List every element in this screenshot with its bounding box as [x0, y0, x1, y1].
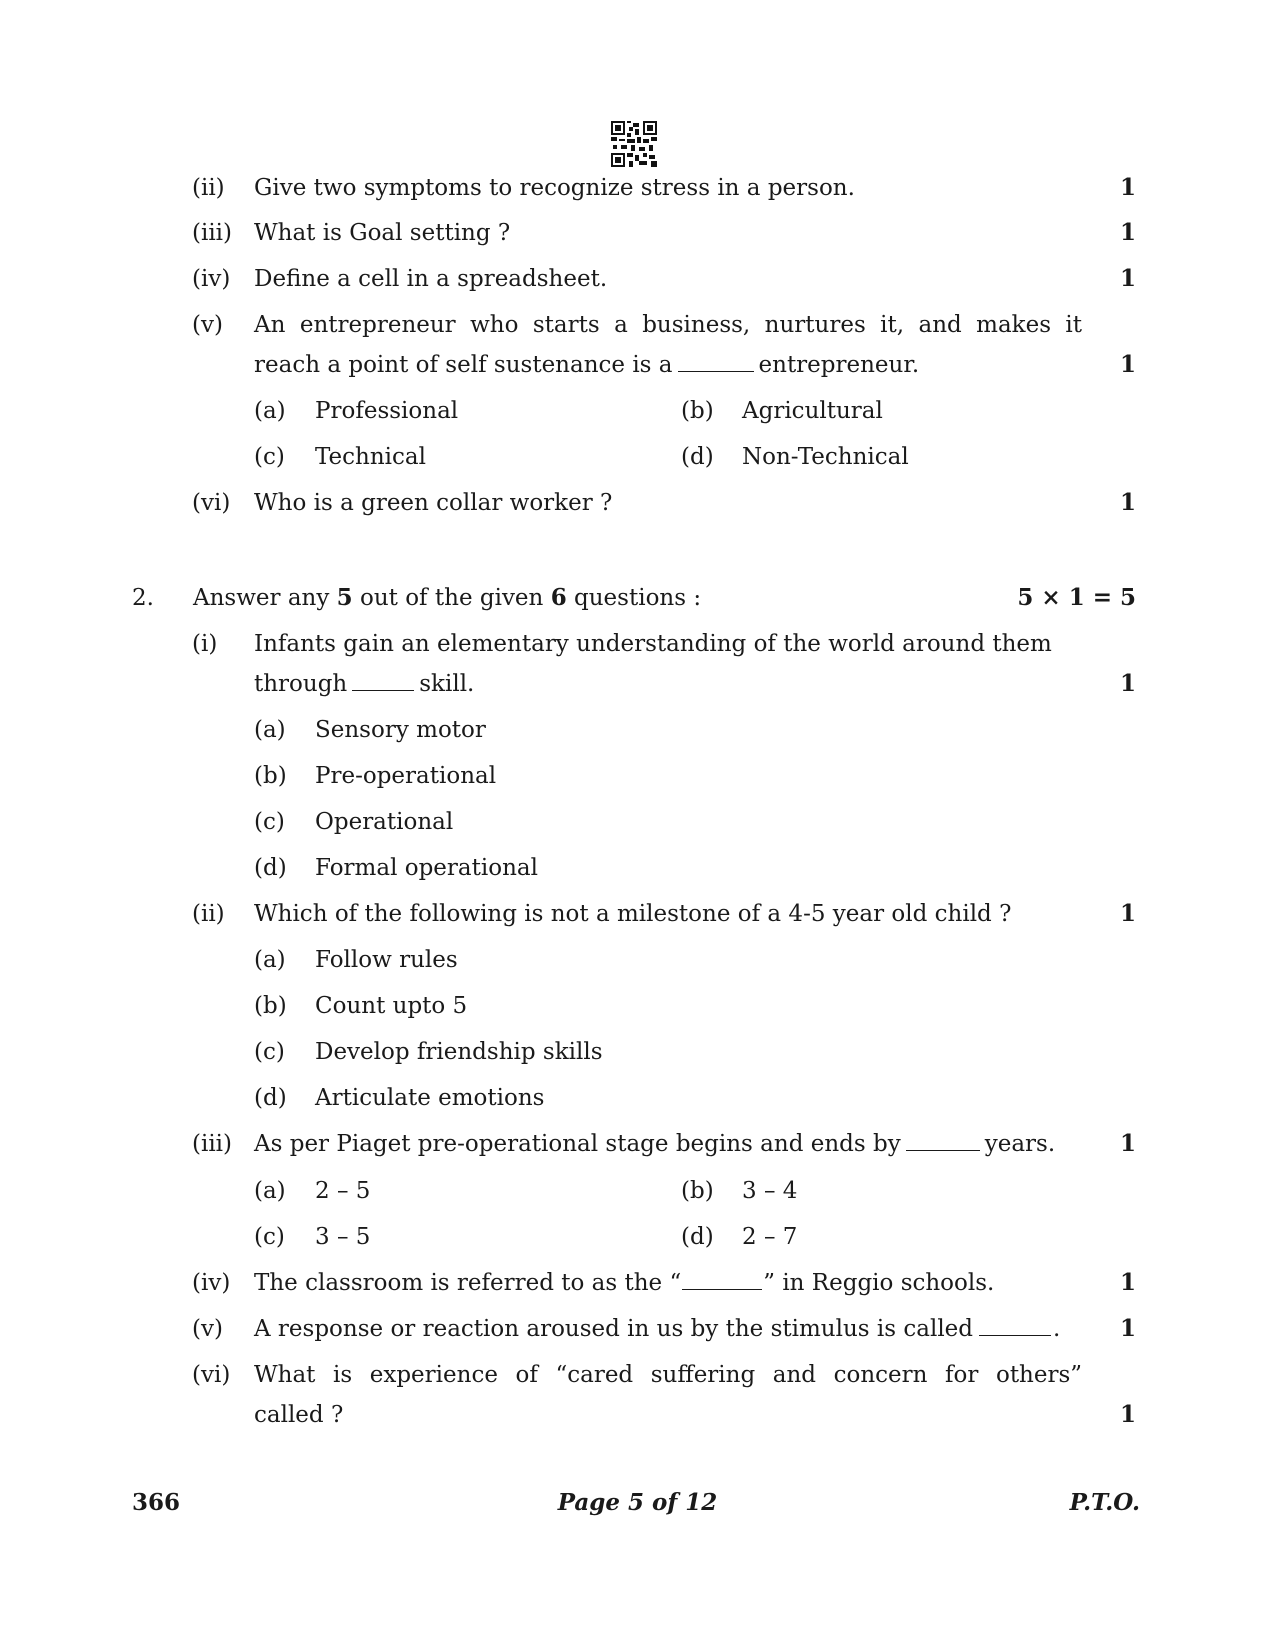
option-text: 2 – 7: [742, 1224, 798, 1250]
q2-i-line1: Infants gain an elementary understanding of the world around them: [254, 631, 1052, 657]
answer-blank: [352, 689, 414, 691]
q2-i-line2: through skill.: [254, 671, 475, 697]
q1-v-line2: reach a point of self sustenance is a entrepreneur.: [254, 352, 920, 378]
answer-blank: [906, 1149, 980, 1151]
q2-instruction: Answer any 5 out of the given 6 questions :: [193, 584, 702, 611]
page-number: Page 5 of 12: [557, 1489, 718, 1516]
q2-vi-mark: 1: [1119, 1401, 1136, 1428]
q2-ii-number: (ii): [192, 901, 225, 927]
option-text: Count upto 5: [315, 993, 468, 1019]
q2-marks: 5 × 1 = 5: [1017, 584, 1136, 611]
q2-vi-line2: called ?: [254, 1402, 344, 1428]
q2-number: 2.: [132, 585, 154, 611]
option-text: Formal operational: [315, 855, 538, 881]
option-label: (a): [254, 398, 286, 424]
qr-code: [611, 121, 657, 167]
q2-ii-mark: 1: [1119, 900, 1136, 927]
option-text: 3 – 5: [315, 1224, 371, 1250]
q2-iv-text: The classroom is referred to as the “ ” in Reggio schools.: [254, 1270, 995, 1296]
option-label: (d): [254, 1085, 287, 1111]
option-label: (c): [254, 1224, 285, 1250]
answer-blank: [682, 1288, 762, 1290]
q2-i-number: (i): [192, 631, 218, 657]
q2-iv-number: (iv): [192, 1270, 231, 1296]
pto-label: P.T.O.: [1069, 1489, 1140, 1516]
q1-ii-text: Give two symptoms to recognize stress in a person.: [254, 175, 855, 201]
option-text: 3 – 4: [742, 1178, 798, 1204]
q1-iii-text: What is Goal setting ?: [254, 220, 511, 246]
q1-ii-mark: 1: [1119, 174, 1136, 201]
q2-iv-mark: 1: [1119, 1269, 1136, 1296]
paper-code: 366: [132, 1489, 181, 1516]
option-label: (a): [254, 717, 286, 743]
option-label: (d): [681, 1224, 714, 1250]
answer-blank: [678, 370, 754, 372]
q1-iii-mark: 1: [1119, 219, 1136, 246]
q2-iii-number: (iii): [192, 1131, 233, 1157]
q1-iv-mark: 1: [1119, 265, 1136, 292]
q2-ii-text: Which of the following is not a milestone of a 4-5 year old child ?: [254, 901, 1012, 927]
option-label: (b): [254, 993, 287, 1019]
q1-v-mark: 1: [1119, 351, 1136, 378]
option-text: Sensory motor: [315, 717, 486, 743]
option-label: (a): [254, 947, 286, 973]
option-label: (c): [254, 809, 285, 835]
q1-vi-number: (vi): [192, 490, 231, 516]
option-text: Operational: [315, 809, 454, 835]
option-text: Non-Technical: [742, 444, 909, 470]
option-label: (d): [681, 444, 714, 470]
option-text: 2 – 5: [315, 1178, 371, 1204]
option-text: Pre-operational: [315, 763, 497, 789]
option-label: (b): [681, 398, 714, 424]
option-label: (c): [254, 1039, 285, 1065]
option-label: (a): [254, 1178, 286, 1204]
option-text: Articulate emotions: [315, 1085, 545, 1111]
q1-vi-mark: 1: [1119, 489, 1136, 516]
option-label: (b): [254, 763, 287, 789]
q1-iv-number: (iv): [192, 266, 231, 292]
q2-i-mark: 1: [1119, 670, 1136, 697]
option-text: Agricultural: [742, 398, 883, 424]
option-text: Professional: [315, 398, 459, 424]
q2-v-mark: 1: [1119, 1315, 1136, 1342]
q2-v-number: (v): [192, 1316, 223, 1342]
q2-iii-text: As per Piaget pre-operational stage begins and ends by years.: [254, 1131, 1056, 1157]
answer-blank: [979, 1334, 1051, 1336]
q1-iv-text: Define a cell in a spreadsheet.: [254, 266, 608, 292]
option-label: (c): [254, 444, 285, 470]
q2-vi-number: (vi): [192, 1362, 231, 1388]
q1-ii-number: (ii): [192, 175, 225, 201]
option-text: Follow rules: [315, 947, 458, 973]
q1-v-number: (v): [192, 312, 223, 338]
option-text: Technical: [315, 444, 426, 470]
q1-iii-number: (iii): [192, 220, 233, 246]
option-label: (d): [254, 855, 287, 881]
option-label: (b): [681, 1178, 714, 1204]
q2-vi-line1: What is experience of “cared suffering and concern for others”: [254, 1362, 1083, 1388]
option-text: Develop friendship skills: [315, 1039, 603, 1065]
q2-v-text: A response or reaction aroused in us by the stimulus is called .: [254, 1316, 1061, 1342]
q2-iii-mark: 1: [1119, 1130, 1136, 1157]
q1-v-line1: An entrepreneur who starts a business, nurtures it, and makes it: [254, 312, 1083, 338]
q1-vi-text: Who is a green collar worker ?: [254, 490, 613, 516]
